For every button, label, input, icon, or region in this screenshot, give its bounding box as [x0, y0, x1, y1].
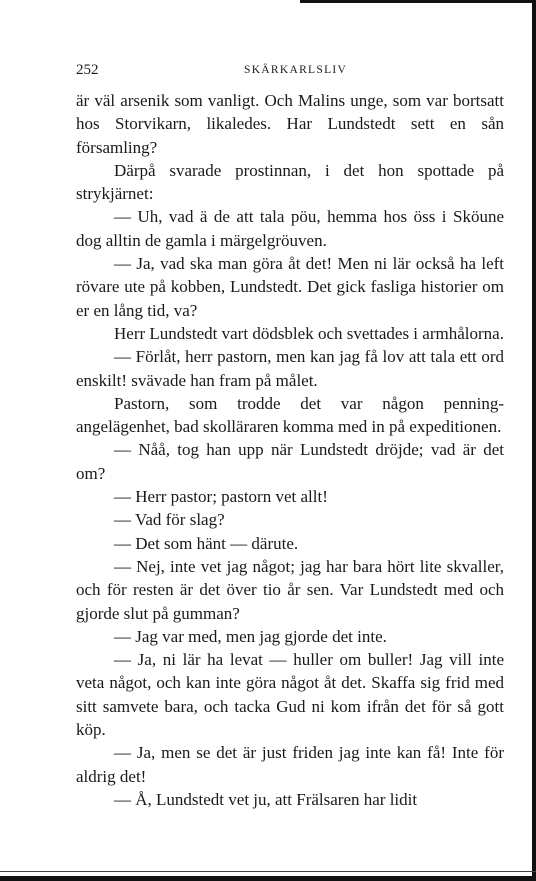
paragraph: — Nåå, tog han upp när Lundstedt dröjde; vad är det om?: [76, 440, 504, 483]
page-edge-bottom-line: [0, 871, 536, 872]
paragraph: Herr Lundstedt vart dödsblek och svettades i armhålorna.: [114, 323, 504, 343]
page-edge-bottom: [0, 876, 536, 881]
body-text: [76, 89, 504, 811]
paragraph: Pastorn, som trodde det var någon penning-angelägenhet, bad skolläraren komma med in på expeditionen.: [76, 393, 504, 437]
paragraph: — Vad för slag?: [114, 510, 225, 530]
paragraph: — Ja, men se det är just friden jag inte kan få! Inte för aldrig det!: [76, 743, 504, 786]
paragraph: är väl arsenik som vanligt. Och Malins unge, som var bortsatt hos Storvikarn, likaledes. Har Lundstedt sett en sån församling?: [76, 91, 504, 157]
paragraph: — Uh, vad ä de att tala pöu, hemma hos öss i Sköune dog alltin de gamla i märgelgröuven.: [76, 207, 504, 250]
running-head: SKÄRKARLSLIV: [244, 64, 348, 76]
paragraph: Därpå svarade prostinnan, i det hon spottade på strykjärnet:: [76, 160, 504, 204]
paragraph: — Ja, ni lär ha levat — huller om buller! Jag vill inte veta något, och kan inte göra något åt det. Skaffa sig frid med sitt samvete bara, och tacka Gud ni kom ifrån det för så gott köp.: [76, 650, 504, 740]
paragraph: — Å, Lundstedt vet ju, att Frälsaren har lidit: [114, 789, 418, 809]
page-edge-right: [532, 0, 536, 881]
paragraph: — Det som hänt — därute.: [114, 533, 299, 553]
paragraph: — Herr pastor; pastorn vet allt!: [114, 487, 328, 507]
page-edge-top: [300, 0, 536, 3]
page-header: [0, 62, 536, 82]
page-number: 252: [76, 62, 99, 78]
paragraph: — Jag var med, men jag gjorde det inte.: [114, 626, 387, 646]
paragraph: — Nej, inte vet jag något; jag har bara hört lite skvaller, och för resten är det över tio år sen. Var Lundstedt med och gjorde slut på gumman?: [76, 556, 504, 623]
paragraph: — Ja, vad ska man göra åt det! Men ni lär också ha left rövare ute på kobben, Lundstedt. Det gick fasliga historier om er en lång tid, va?: [76, 254, 504, 320]
paragraph: — Förlåt, herr pastorn, men kan jag få lov att tala ett ord enskilt! svävade han fram på målet.: [76, 347, 504, 390]
